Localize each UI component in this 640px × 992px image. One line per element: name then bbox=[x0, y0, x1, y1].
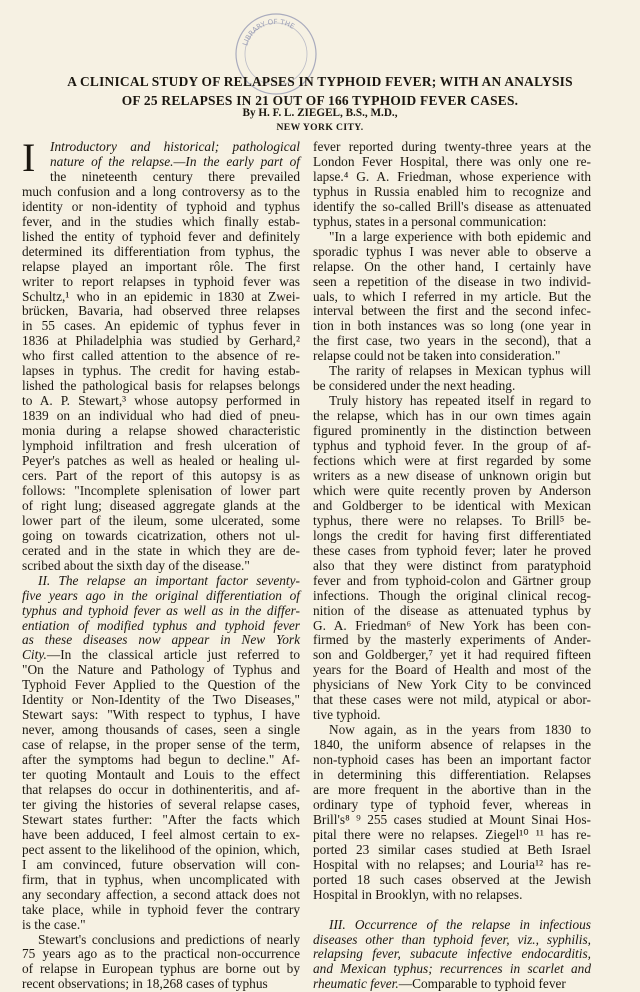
left-line: who first called attention to the absence of re- bbox=[22, 348, 300, 364]
left-line: in 55 cases. An epidemic of typhus fever in bbox=[22, 318, 300, 334]
left-line: typhus and typhoid fever as well as in the differ- bbox=[22, 602, 300, 618]
left-line: II. The relapse an important factor seventy- bbox=[38, 572, 300, 588]
left-line: 1836 at Philadelphia was studied by Gerhard,² bbox=[22, 333, 300, 349]
right-line: non-typhoid cases has been an important factor bbox=[313, 752, 591, 768]
left-line: fever, and in the studies which finally estab- bbox=[22, 213, 300, 229]
right-line: Hospital in Brooklyn, with no relapses. bbox=[313, 886, 523, 902]
right-line: "In a large experience with both epidemic and bbox=[329, 228, 591, 244]
right-line: relapsing fever, subacute infective endocarditis, bbox=[313, 946, 591, 962]
right-line: relapse. On the other hand, I certainly have bbox=[313, 258, 591, 274]
left-line: Introductory and historical; pathological bbox=[50, 139, 300, 154]
right-column bbox=[313, 140, 591, 992]
right-line: that these cases were not mild, atypical or abor- bbox=[313, 692, 591, 708]
svg-text:LIBRARY OF THE bbox=[241, 18, 296, 47]
right-line: typhus and typhoid fever. In the group of af- bbox=[313, 438, 591, 454]
right-line: fever reported during twenty-three years at the bbox=[313, 139, 591, 154]
left-line: Stewart says: "With respect to typhus, I have bbox=[22, 707, 300, 723]
left-line: scribed about the sixth day of the disease." bbox=[22, 557, 250, 573]
left-line: have been adduced, I feel almost certain to ex- bbox=[22, 826, 300, 842]
right-line: ported 23 similar cases studied at Beth Israel bbox=[313, 841, 591, 857]
left-line: case of relapse, in the proper sense of the term, bbox=[22, 737, 300, 753]
right-line: ordinary type of typhoid fever, whereas in bbox=[313, 796, 591, 812]
left-line: cerated and in the state in which they are de- bbox=[22, 542, 300, 558]
left-line: Schultz,¹ who in an epidemic in 1830 at Zwei- bbox=[22, 288, 300, 304]
left-line: Stewart's conclusions and predictions of nearly bbox=[38, 931, 300, 947]
left-line: relapse played an important rôle. The first bbox=[22, 258, 300, 274]
right-line: tion in both instances was so long (one year in bbox=[313, 318, 591, 334]
left-line: Peyer's patches as well as healed or healing ul- bbox=[22, 453, 300, 469]
left-line: Identity or Non-Identity of the Two Diseases," bbox=[22, 692, 300, 708]
left-line: writer to report relapses in typhoid fever was bbox=[22, 273, 300, 289]
left-line: lower part of the ileum, some ulcerated, some bbox=[22, 512, 300, 528]
left-line: identity or non-identity of typhoid and typhus bbox=[22, 198, 300, 214]
left-line: lished the pathological basis for relapses belongs bbox=[22, 378, 300, 394]
left-line: any secondary affection, a second attack does not bbox=[22, 886, 300, 902]
left-line: of right lung; diseased aggregate glands at the bbox=[22, 497, 300, 513]
right-line: uals, to which I referred in my article. But the bbox=[313, 288, 591, 304]
right-line: tive typhoid. bbox=[313, 707, 381, 723]
author-byline: By H. F. L. ZIEGEL, B.S., M.D., bbox=[242, 107, 398, 119]
left-line: "On the Nature and Pathology of Typhus and bbox=[22, 662, 300, 678]
left-line: take place, while in typhoid fever the contrary bbox=[22, 901, 300, 917]
left-line: brücken, Bavaria, had observed three relapses bbox=[22, 303, 300, 319]
left-line: monia during a relapse showed characteristic bbox=[22, 423, 300, 439]
right-line: seen a repetition of the disease in two individ- bbox=[313, 273, 591, 289]
right-line: and Goldberger to be identical with Mexican bbox=[313, 497, 591, 513]
left-line: to A. P. Stewart,³ whose autopsy performed in bbox=[22, 393, 300, 409]
left-line: lapses in typhus. The credit for having estab- bbox=[22, 363, 300, 379]
right-line: infections. Though the original clinical recog- bbox=[313, 587, 591, 603]
right-line: physicians of New York City to be convinced bbox=[313, 677, 591, 693]
left-line: of relapse in European typhus are borne out by bbox=[22, 961, 300, 977]
right-line: the relapse, which has in our own times again bbox=[313, 408, 591, 424]
left-line: 75 years ago as to the practical non-occurrence bbox=[22, 946, 300, 962]
right-line: Now again, as in the years from 1830 to bbox=[329, 722, 591, 738]
right-line: G. A. Friedman⁶ of New York has been con- bbox=[313, 617, 591, 633]
left-line: never, among thousands of cases, seen a single bbox=[22, 722, 300, 738]
left-line: entiation of modified typhus and typhoid fever bbox=[22, 617, 300, 633]
right-line: figured prominently in the distinction between bbox=[313, 423, 591, 439]
left-line: much confusion and a long controversy as to the bbox=[22, 183, 300, 199]
drop-cap: I bbox=[22, 135, 36, 180]
right-line: Truly history has repeated itself in regard to bbox=[329, 393, 591, 409]
left-line: five years ago in the original differentiation of bbox=[22, 587, 300, 603]
left-line: ter giving the histories of several relapse cases, bbox=[22, 796, 300, 812]
left-line: is the case." bbox=[22, 916, 86, 932]
right-line: ported 18 such cases observed at the Jewish bbox=[313, 871, 591, 887]
left-line: City.—In the classical article just referred to bbox=[22, 647, 300, 663]
left-line: Stewart states further: "After the facts which bbox=[22, 811, 300, 827]
right-line: also that they were distinct from paratyphoid bbox=[313, 557, 591, 573]
right-line: typhus, there were no relapses. To Brill⁵ be- bbox=[313, 512, 591, 528]
right-line: be considered under the next heading. bbox=[313, 378, 516, 394]
right-line: typhus, states in a personal communication: bbox=[313, 213, 547, 229]
left-line: ter quoting Montault and Louis to the effect bbox=[22, 767, 300, 783]
left-line: the nineteenth century there prevailed bbox=[50, 168, 300, 184]
title-line-2: OF 25 RELAPSES IN 21 OUT OF 166 TYPHOID FEVER CASES. bbox=[121, 93, 519, 108]
left-line: 1839 on an individual who had died of pneu- bbox=[22, 408, 300, 424]
right-line: and Mexican typhus; recurrences in scarlet and bbox=[313, 961, 591, 977]
left-line: nature of the relapse.—In the early part of bbox=[50, 153, 300, 169]
right-line: diseases other than typhoid fever, viz., syphilis, bbox=[313, 931, 591, 947]
left-line: recent observations; in 18,268 cases of typhus bbox=[22, 976, 268, 992]
right-line: nition of the disease as attenuated typhus by bbox=[313, 602, 591, 618]
left-line: Typhoid Fever Applied to the Question of the bbox=[22, 677, 300, 693]
left-line: cers. Part of the report of this autopsy is as bbox=[22, 467, 300, 483]
right-line: rheumatic fever.—Comparable to typhoid fever bbox=[313, 976, 566, 992]
title-line-1: A CLINICAL STUDY OF RELAPSES IN TYPHOID FEVER; WITH AN ANALYSIS bbox=[67, 74, 573, 89]
left-line: that relapses do occur in dothinenteritis, and af- bbox=[22, 781, 300, 797]
right-line: Brill's⁸ ⁹ 255 cases studied at Mount Sinai Hos- bbox=[313, 811, 591, 827]
right-line: writers as a new disease of unknown origin but bbox=[313, 467, 591, 483]
right-line: The rarity of relapses in Mexican typhus will bbox=[329, 363, 591, 379]
right-line: London Fever Hospital, there was only one re- bbox=[313, 153, 591, 169]
right-line: son and Goldberger,⁷ yet it had required fifteen bbox=[313, 647, 591, 663]
left-line: lished the entity of typhoid fever and definitely bbox=[22, 228, 300, 244]
left-line: pect assent to the likelihood of the opinion, which, bbox=[22, 841, 300, 857]
stamp-text: LIBRARY OF THE bbox=[241, 17, 296, 47]
author-location: NEW YORK CITY. bbox=[276, 122, 364, 133]
right-line bbox=[313, 903, 591, 918]
right-line: pital there were no relapses. Ziegel¹⁰ ¹¹ has re- bbox=[313, 826, 591, 842]
left-line: lymphoid infiltration and fresh ulceration of bbox=[22, 438, 300, 454]
right-line: the first case, two years in the second), that a bbox=[313, 333, 591, 349]
right-line: typhus in Russia enabled him to recognize and bbox=[313, 183, 591, 199]
left-line: going on towards cicatrization, others not ul- bbox=[22, 527, 300, 543]
right-line: lapse.⁴ G. A. Friedman, whose experience with bbox=[313, 168, 591, 184]
right-line: fever and from typhoid-colon and Gärtner group bbox=[313, 572, 591, 588]
right-line: 1840, the uniform absence of relapses in the bbox=[313, 737, 591, 753]
right-line: these cases from typhoid fever; later he proved bbox=[313, 542, 591, 558]
right-line: Hospital with no relapses; and Louria¹² has re- bbox=[313, 856, 591, 872]
right-line: longs the credit for having first differentiated bbox=[313, 527, 591, 543]
left-line: determined its differentiation from typhus, the bbox=[22, 243, 300, 259]
right-line: interval between the first and the second infec- bbox=[313, 303, 591, 319]
article-title bbox=[20, 72, 620, 110]
left-line: I am convinced, future observation will con- bbox=[22, 856, 300, 872]
left-column bbox=[22, 135, 300, 992]
right-line: relapse could not be taken into consideration." bbox=[313, 348, 561, 364]
right-line: identify the so-called Brill's disease as attenuated bbox=[313, 198, 591, 214]
right-line: fections which were at first regarded by some bbox=[313, 453, 591, 469]
right-line: which were quite recently proven by Anderson bbox=[313, 482, 591, 498]
right-line: are more frequent in the abortive than in the bbox=[313, 781, 591, 797]
right-line: years for the Board of Health and most of the bbox=[313, 662, 591, 678]
left-line: follows: "Incomplete splenisation of lower part bbox=[22, 482, 300, 498]
right-line: sporadic typhus I was never able to observe a bbox=[313, 243, 591, 259]
left-line: after the symptoms had begun to decline." Af- bbox=[22, 752, 300, 768]
left-line: as these diseases now appear in New York bbox=[22, 632, 300, 648]
left-line: firm, that in typhus, when uncomplicated with bbox=[22, 871, 300, 887]
right-line: III. Occurrence of the relapse in infectious bbox=[329, 916, 591, 932]
right-line: firmed by the masterly experiments of Ander- bbox=[313, 632, 591, 648]
right-line: in determining this differentiation. Relapses bbox=[313, 767, 591, 783]
